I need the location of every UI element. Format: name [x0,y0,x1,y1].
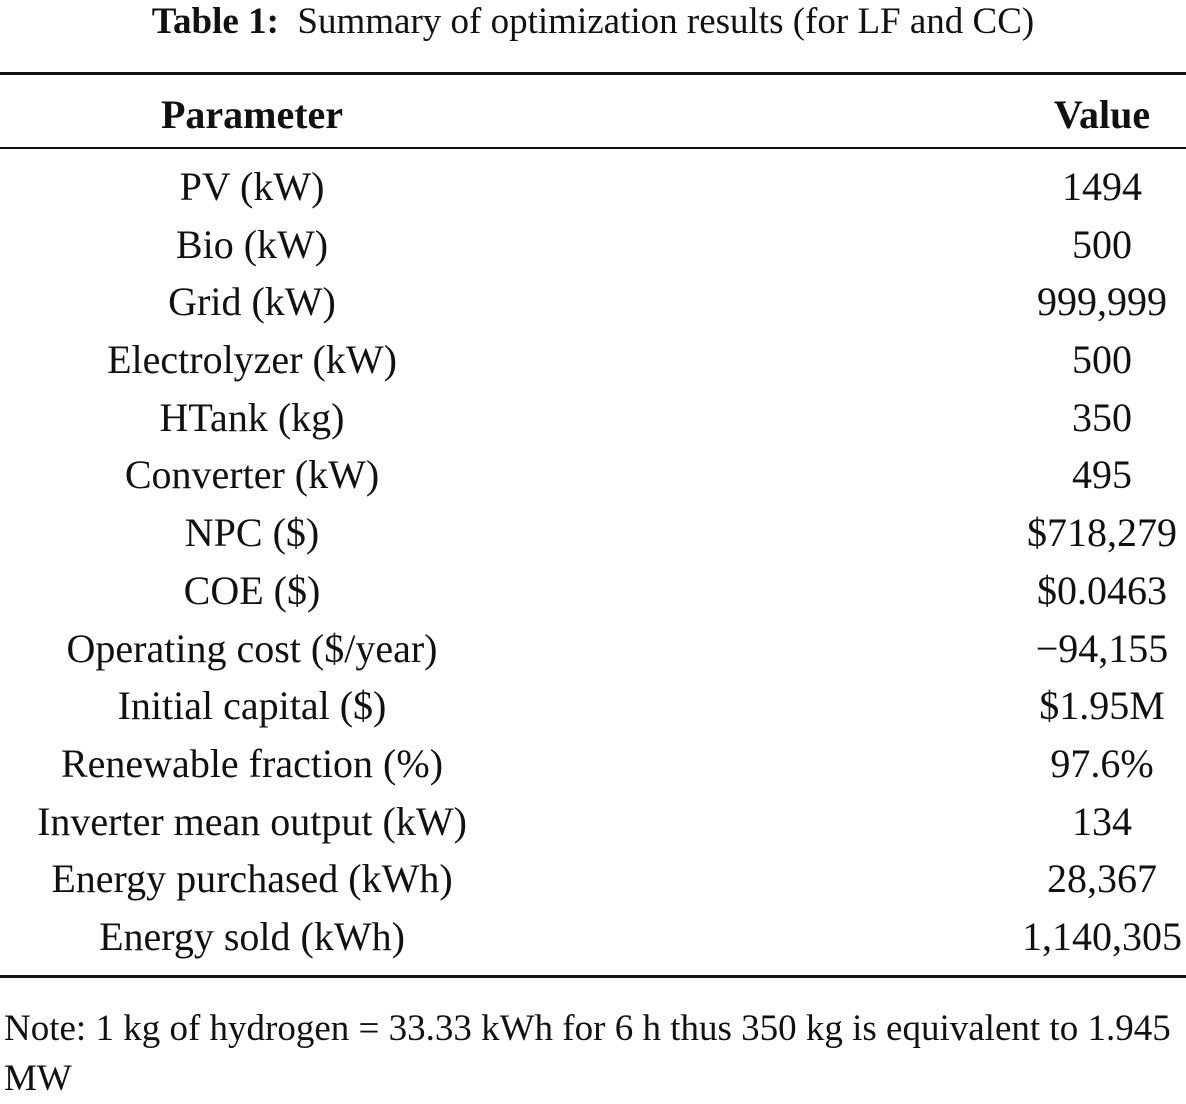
table-row [0,793,1186,851]
value-cell: 500 [1072,337,1132,383]
value-cell: 999,999 [1037,279,1167,325]
value-cell: 500 [1072,221,1132,267]
parameter-cell: Energy sold (kWh) [99,913,405,959]
parameter-cell: PV (kW) [179,164,325,209]
table-row [0,331,1186,389]
value-cell: 495 [1072,452,1132,498]
table-row [0,677,1186,735]
table-body [0,158,1186,966]
parameter-cell: Initial capital ($) [117,683,387,729]
value-cell: 97.6% [1050,740,1154,786]
parameter-cell: NPC ($) [184,510,320,556]
table-row [0,389,1186,447]
value-cell: 1494 [1062,164,1142,209]
parameter-cell: Energy purchased (kWh) [51,856,453,902]
parameter-cell: Grid (kW) [168,279,336,325]
value-cell: $1.95M [1039,683,1165,729]
table-note: Note: 1 kg of hydrogen = 33.33 kWh for 6 h thus 350 kg is equivalent to 1.945 MW [4,1008,1171,1099]
table-top-rule [0,72,1186,75]
value-cell: 28,367 [1047,856,1157,902]
column-header-value: Value [1053,92,1151,137]
table-bottom-rule [0,975,1186,978]
value-cell: 1,140,305 [1022,913,1182,959]
parameter-cell: Converter (kW) [124,452,380,498]
table-row [0,216,1186,274]
value-cell: 350 [1072,394,1132,440]
parameter-cell: HTank (kg) [159,394,345,440]
table-row [0,620,1186,678]
parameter-cell: Operating cost ($/year) [66,625,438,671]
parameter-cell: COE ($) [183,567,321,613]
value-cell: $718,279 [1027,510,1177,556]
parameter-cell: Renewable fraction (%) [60,740,444,786]
table-row [0,158,1186,216]
table-row [0,908,1186,966]
table-row [0,735,1186,793]
column-header-parameter: Parameter [160,92,344,137]
value-cell: 134 [1072,798,1132,844]
value-cell: $0.0463 [1037,567,1167,613]
table-row [0,504,1186,562]
parameter-cell: Bio (kW) [175,221,329,267]
table-row [0,562,1186,620]
parameter-cell: Electrolyzer (kW) [107,337,397,383]
parameter-cell: Inverter mean output (kW) [37,798,467,844]
table-row [0,446,1186,504]
table-caption-label: Table 1: [151,1,279,42]
value-cell: −94,155 [1035,625,1169,671]
table-caption-text: Summary of optimization results (for LF and CC) [297,1,1035,42]
table-header-rule [0,147,1186,149]
table-caption [0,0,1186,44]
table-row [0,850,1186,908]
table-row [0,273,1186,331]
